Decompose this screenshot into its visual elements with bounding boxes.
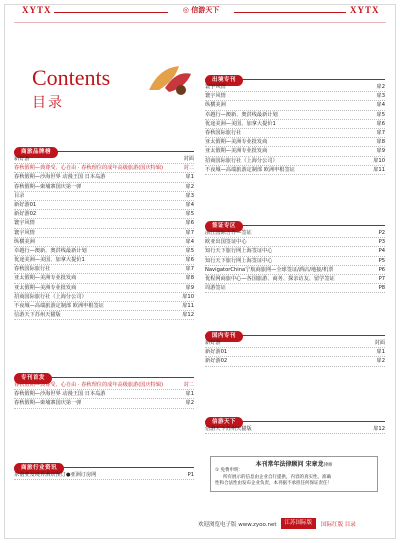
- toc-entry-title: 纵横美洲: [14, 238, 35, 245]
- toc-entry[interactable]: [14, 201, 194, 210]
- toc-entry-title: 招商国际旅行社（上海分公司）: [205, 157, 278, 164]
- section-special-header: [14, 364, 194, 381]
- toc-entry-page: 扉8: [376, 139, 385, 146]
- toc-entry[interactable]: [205, 166, 385, 175]
- toc-entry-title: 新好游: [14, 156, 30, 162]
- toc-entry[interactable]: [205, 92, 385, 101]
- toc-entry-title: 亚太假期—美洲专业批发商: [205, 148, 268, 155]
- toc-entry-title: 春秋假期—柬埔寨国庆第一弹: [14, 400, 82, 407]
- toc-entry[interactable]: [14, 256, 194, 265]
- toc-entry[interactable]: [205, 101, 385, 110]
- toc-entry-title: 目录: [14, 192, 25, 199]
- toc-entry-title: 新好游: [205, 340, 221, 346]
- toc-entry-title: 亚太假期—美洲专业批发商: [14, 275, 77, 282]
- toc-entry[interactable]: [205, 229, 385, 238]
- toc-entry[interactable]: [14, 293, 194, 302]
- section-outbound-badge: 出境专刊: [205, 75, 243, 86]
- toc-entry-page: 扉11: [373, 166, 385, 173]
- toc-entry-title: 卓越行—澳新、奥洪线最新计划: [14, 247, 87, 254]
- toc-entry-page: 扉7: [185, 266, 194, 273]
- toc-entry-title: 卓越行—澳新、奥洪线最新计划: [205, 111, 278, 118]
- toc-entry-page: P5: [378, 257, 385, 264]
- footer-page-label: 国际红版 目录: [321, 521, 356, 528]
- toc-entry[interactable]: [14, 164, 194, 173]
- toc-entry-page: 扉2: [376, 358, 385, 365]
- toc-entry[interactable]: [205, 138, 385, 147]
- toc-entry-page: 扉10: [182, 293, 194, 300]
- header-logo-right: XYTX: [350, 5, 380, 15]
- toc-entry[interactable]: [14, 302, 194, 311]
- toc-entry-page: 扉7: [185, 229, 194, 236]
- toc-entry-page: P7: [378, 275, 385, 282]
- toc-entry-page: 扉8: [185, 275, 194, 282]
- toc-entry[interactable]: [205, 147, 385, 156]
- page-footer: [198, 518, 386, 529]
- toc-entry-title: 亚太假期—美洲专业批发商: [205, 139, 268, 146]
- toc-entry-title: 春秋假期—沙海世界 动漫王国 日本岛游: [14, 174, 106, 181]
- decorative-leaf-icon: [145, 60, 195, 100]
- toc-entry-page: 扉9: [185, 284, 194, 291]
- toc-entry-page: P4: [378, 248, 385, 255]
- toc-entry[interactable]: [14, 265, 194, 274]
- footer-edition-badge: 江苏国际版: [281, 518, 317, 529]
- toc-entry-page: 封二: [183, 165, 194, 172]
- toc-entry[interactable]: [14, 390, 194, 399]
- toc-entry-page: 扉6: [185, 257, 194, 264]
- toc-entry[interactable]: [14, 274, 194, 283]
- toc-entry[interactable]: [205, 425, 385, 434]
- toc-entry[interactable]: [14, 210, 194, 219]
- toc-entry[interactable]: [14, 399, 194, 408]
- section-visa-badge: 签证专区: [205, 221, 243, 232]
- toc-entry[interactable]: [205, 275, 385, 284]
- toc-entry-page: 扉6: [376, 120, 385, 127]
- toc-entry-title: 春秋国际旅行社: [14, 266, 51, 273]
- toc-entry-title: 春秋假期—典尊受、心自由 · 春秋理位的成年高级旅游(国庆特辑): [14, 382, 164, 388]
- section-cover: [14, 454, 194, 480]
- toc-entry[interactable]: [14, 381, 194, 390]
- toc-entry-page: P1: [187, 472, 194, 478]
- toc-entry-title: 亚太假期—美洲专业批发商: [14, 284, 77, 291]
- toc-entry-title: 知行天下旅行网上海签证中心: [205, 248, 273, 255]
- section-outbound: [205, 66, 385, 175]
- toc-entry[interactable]: [14, 311, 194, 320]
- toc-entry-title: 不夜城—高端旅游定制部 欧洲申根签证: [14, 303, 104, 309]
- toc-entry-page: P6: [378, 266, 385, 273]
- toc-entry-title: 欧亚出国签证中心: [205, 239, 247, 246]
- toc-entry[interactable]: [14, 192, 194, 201]
- toc-entry-title: 新好游02: [14, 211, 37, 218]
- toc-entry-page: 封二: [183, 382, 194, 388]
- toc-entry-title: 周游签证: [205, 285, 226, 292]
- section-special: [14, 364, 194, 409]
- section-outbound-header: [205, 66, 385, 83]
- section-promo-badge: 商旅品牌榜: [14, 147, 58, 158]
- toc-entry[interactable]: [14, 229, 194, 238]
- header-rule-right: [234, 12, 346, 13]
- header-masthead: ◎ 信游天下: [182, 6, 220, 14]
- toc-entry-page: 扉2: [185, 183, 194, 190]
- toc-entry-page: 扉1: [185, 174, 194, 181]
- toc-entry[interactable]: [205, 284, 385, 293]
- toc-entry-page: P8: [378, 285, 385, 292]
- toc-entry-page: P3: [378, 239, 385, 246]
- contents-title: Contents: [32, 65, 111, 90]
- toc-entry-page: 扉12: [182, 312, 194, 319]
- toc-entry-page: 封面: [183, 156, 194, 162]
- toc-entry-page: 扉4: [376, 102, 385, 109]
- toc-entry-page: 扉4: [185, 201, 194, 208]
- section-domestic-badge: 国内专刊: [205, 331, 243, 342]
- toc-entry-page: 扉2: [185, 400, 194, 407]
- toc-entry-page: 扉3: [185, 192, 194, 199]
- toc-entry-title: 寰宇风情: [205, 84, 226, 90]
- toc-entry-title: 优途美洲—美国、加拿大提价1: [205, 120, 276, 127]
- header-rule-left: [54, 12, 168, 13]
- toc-entry[interactable]: [205, 247, 385, 256]
- toc-entry-page: 扉5: [376, 111, 385, 118]
- toc-entry-title: 东南亚及境外酒店预订●亚洲订房网: [14, 472, 97, 478]
- toc-entry-title: 新好游01: [14, 201, 37, 208]
- toc-entry[interactable]: [205, 257, 385, 266]
- toc-entry-page: 扉3: [376, 93, 385, 100]
- toc-entry-page: 扉9: [376, 148, 385, 155]
- toc-entry[interactable]: [205, 266, 385, 275]
- toc-entry-page: 扉7: [376, 129, 385, 136]
- toc-entry[interactable]: [205, 129, 385, 138]
- toc-entry[interactable]: [205, 357, 385, 366]
- toc-entry-page: 扉5: [185, 247, 194, 254]
- toc-entry-title: 寰宇风情: [205, 93, 226, 100]
- legal-advisor-suffix: 律师: [323, 463, 333, 468]
- toc-entry[interactable]: [14, 183, 194, 192]
- toc-entry[interactable]: [14, 284, 194, 293]
- toc-entry-title: 纵横美洲: [205, 102, 226, 109]
- toc-entry-page: 扉11: [182, 303, 194, 309]
- toc-entry-page: 扉10: [373, 157, 385, 164]
- section-promo-header: [14, 138, 194, 155]
- toc-entry[interactable]: [205, 157, 385, 166]
- contents-subtitle: 目录: [32, 95, 64, 111]
- section-cover-badge: 商旅行业资讯: [14, 463, 64, 474]
- header-logo-left: XYTX: [22, 5, 52, 15]
- toc-entry-page: 扉12: [373, 426, 385, 432]
- footer-site-link[interactable]: 欢迎浏览电子版 www.zyoo.net: [198, 521, 277, 528]
- section-local-header: [205, 408, 385, 425]
- toc-entry-title: 招商国际旅行社（上海分公司）: [14, 293, 87, 300]
- section-special-badge: 专刊首发: [14, 373, 52, 384]
- toc-entry-title: 知行天下旅行网上海签证中心: [205, 257, 273, 264]
- toc-entry-page: 扉5: [185, 211, 194, 218]
- legal-notice-line: 所有展示的信息由企业自行提供，内容的真实性、准确: [223, 474, 331, 480]
- header-divider: [14, 22, 386, 23]
- toc-entry[interactable]: [205, 238, 385, 247]
- toc-entry-title: 新好游01: [205, 349, 228, 356]
- toc-entry-page: 扉1: [376, 349, 385, 356]
- section-local: [205, 408, 385, 434]
- toc-entry-page: 扉4: [185, 238, 194, 245]
- toc-entry-page: 封面: [374, 340, 385, 346]
- legal-notice-line: ① 免费申明：: [215, 468, 243, 473]
- toc-entry-title: 优程网商旅中心—各国旅游、商务、探亲访友、留学签证: [205, 275, 335, 282]
- toc-entry-title: 春秋国际旅行社: [205, 129, 242, 136]
- toc-entry-title: NavigatorChina宁航商旅网—全球签证/酒店/地接/机票: [205, 266, 334, 273]
- legal-advisor-label: 本刊常年法律顾问: [255, 461, 304, 468]
- toc-entry-page: P2: [378, 230, 385, 236]
- toc-entry-title: 浙江国际合作—签证: [205, 230, 252, 236]
- section-cover-header: [14, 454, 194, 471]
- toc-entry[interactable]: [205, 348, 385, 357]
- toc-entry-title: 春秋假期—沙海世界 动漫王国 日本岛游: [14, 391, 106, 398]
- toc-entry[interactable]: [14, 219, 194, 228]
- toc-entry-page: 扉6: [185, 220, 194, 227]
- toc-entry[interactable]: [205, 120, 385, 129]
- legal-notice-line: 性和合法性由发布企业负责，本刊据不承担任何保证责任！: [215, 481, 332, 486]
- toc-entry-title: 不夜城—高端旅游定制部 欧洲申根签证: [205, 166, 295, 173]
- section-promo: [14, 138, 194, 320]
- toc-entry-title: 寰宇风情: [14, 220, 35, 227]
- toc-entry-title: 信游天下苏州天猫版: [205, 426, 252, 432]
- legal-notice-box: [210, 456, 378, 492]
- toc-entry[interactable]: [14, 247, 194, 256]
- toc-entry-title: 信游天下苏州天猫版: [14, 312, 61, 319]
- toc-entry-title: 春秋假期—典尊受、心自由 · 春秋理位的成年高级旅游(国庆特辑): [14, 165, 164, 172]
- toc-entry[interactable]: [14, 173, 194, 182]
- section-visa: [205, 212, 385, 293]
- legal-advisor-name: 宋章龙: [305, 461, 324, 468]
- toc-entry[interactable]: [14, 471, 194, 480]
- toc-entry-title: 优途美洲—美国、加拿大提价1: [14, 257, 85, 264]
- toc-entry-page: 扉2: [376, 84, 385, 90]
- section-local-badge: 信游天下: [205, 417, 243, 428]
- legal-notice-title: [215, 459, 373, 468]
- section-domestic: [205, 322, 385, 367]
- toc-entry-page: 扉1: [185, 391, 194, 398]
- toc-entry[interactable]: [14, 238, 194, 247]
- section-visa-header: [205, 212, 385, 229]
- toc-entry-title: 寰宇风情: [14, 229, 35, 236]
- toc-entry-title: 新好游02: [205, 358, 228, 365]
- section-domestic-header: [205, 322, 385, 339]
- toc-entry-title: 春秋假期—柬埔寨国庆第一弹: [14, 183, 82, 190]
- toc-entry[interactable]: [205, 111, 385, 120]
